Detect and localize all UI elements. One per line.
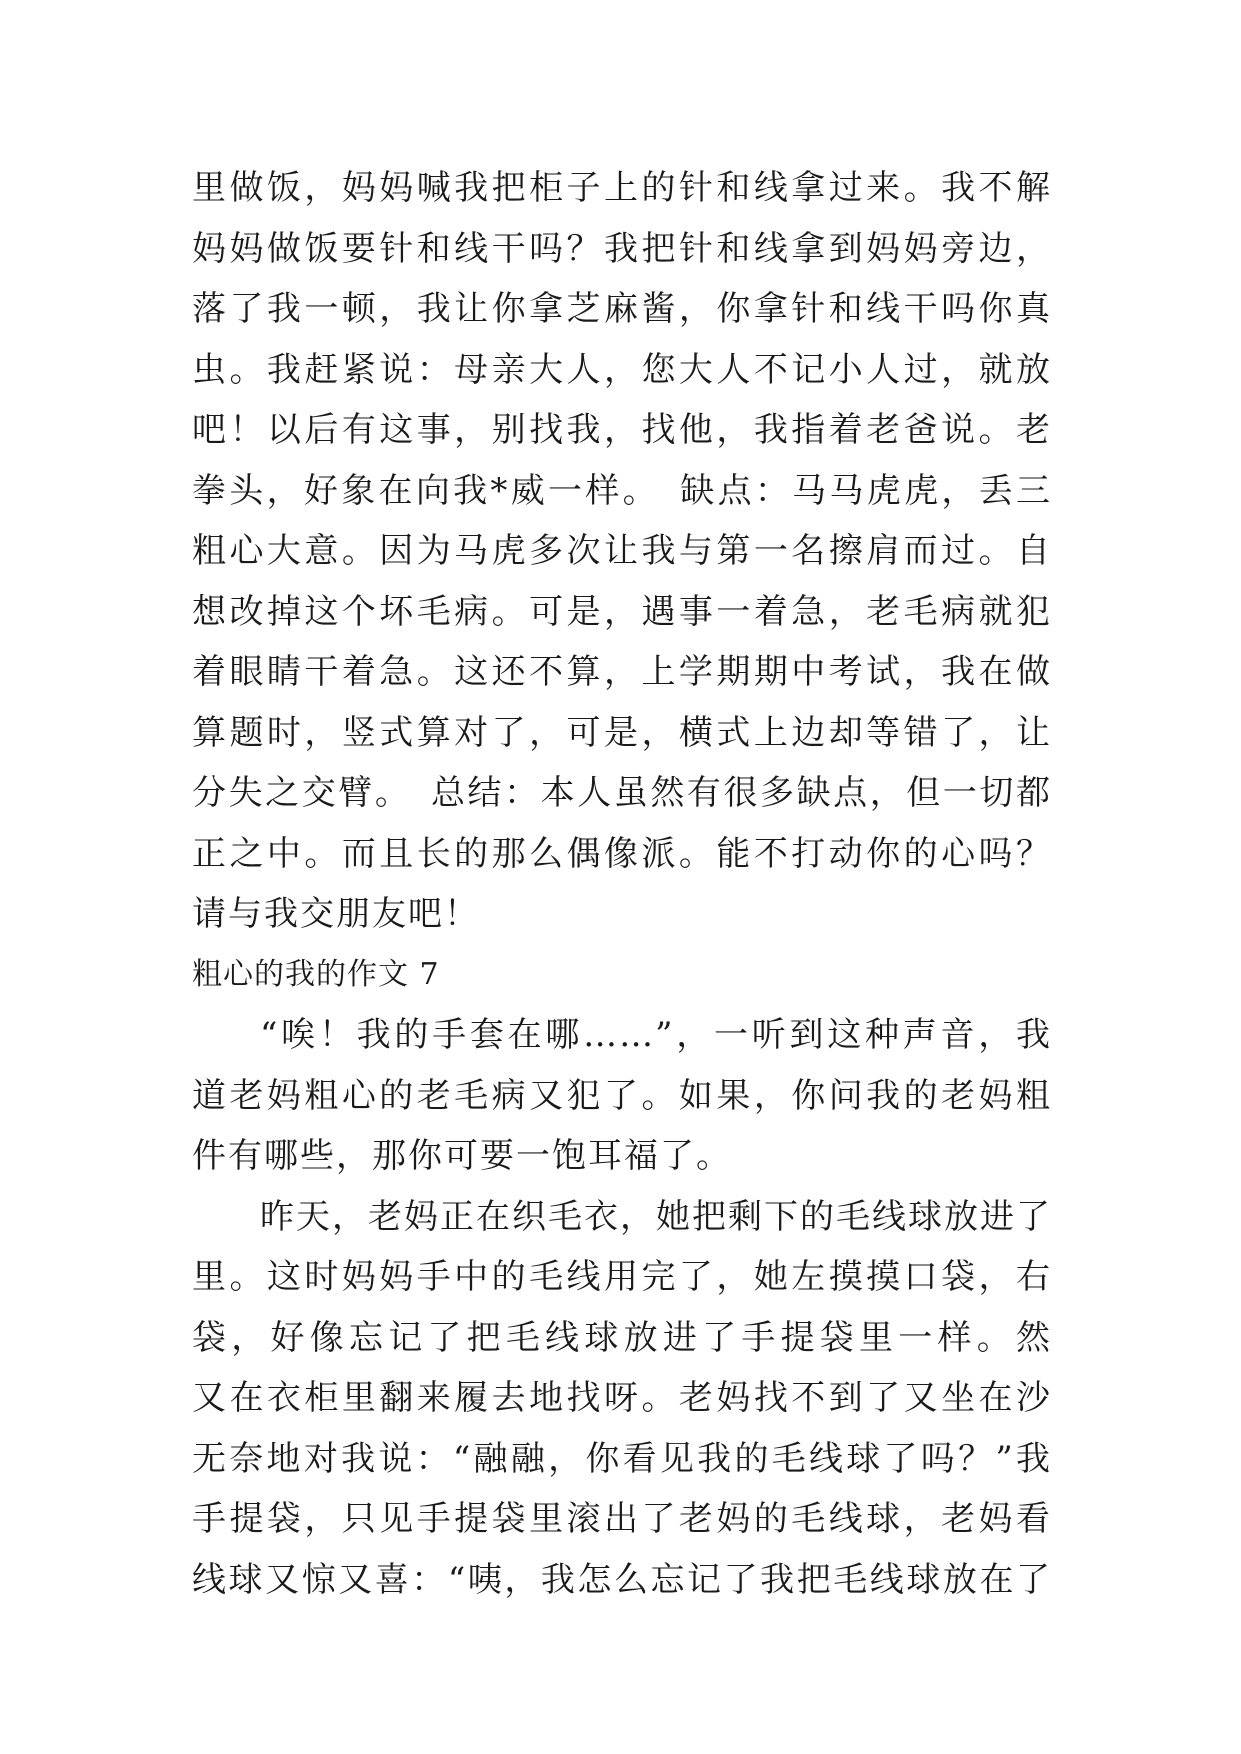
text-line: 又在衣柜里翻来履去地找呀。老妈找不到了又坐在沙 — [192, 1378, 1052, 1418]
text-line: 分失之交臂。 总结：本人虽然有很多缺点，但一切都 — [192, 773, 1052, 813]
text-line: 想改掉这个坏毛病。可是，遇事一着急，老毛病就犯 — [192, 591, 1052, 632]
text-line: 落了我一顿，我让你拿芝麻酱，你拿针和线干吗你真 — [192, 289, 1052, 329]
text-line: 袋，好像忘记了把毛线球放进了手提袋里一样。然 — [192, 1317, 1052, 1358]
paragraph-3 — [192, 1187, 1052, 1611]
text-line: 粗心大意。因为马虎多次让我与第一名擦肩而过。自 — [192, 531, 1052, 571]
text-line: “唉！我的手套在哪……”，一听到这种声音，我 — [260, 1015, 1052, 1055]
text-line: 手提袋，只见手提袋里滚出了老妈的毛线球，老妈看 — [192, 1499, 1052, 1539]
text-line: 算题时，竖式算对了，可是，横式上边却等错了，让 — [192, 712, 1052, 753]
text-line: 请与我交朋友吧！ — [192, 894, 480, 934]
text-line: 吧！以后有这事，别找我，找他，我指着老爸说。老 — [192, 410, 1052, 450]
text-line: 昨天，老妈正在织毛衣，她把剩下的毛线球放进了 — [260, 1196, 1052, 1237]
text-line: 虫。我赶紧说：母亲大人，您大人不记小人过，就放 — [192, 349, 1052, 390]
text-line: 里做饭，妈妈喊我把柜子上的针和线拿过来。我不解 — [192, 168, 1052, 208]
paragraph-2 — [192, 1005, 1052, 1187]
text-line: 道老妈粗心的老毛病又犯了。如果，你问我的老妈粗 — [192, 1075, 1052, 1116]
text-line: 正之中。而且长的那么偶像派。能不打动你的心吗？ — [192, 833, 1052, 874]
text-line: 拳头，好象在向我*威一样。 缺点：马马虎虎，丢三 — [192, 470, 1052, 511]
text-line: 里。这时妈妈手中的毛线用完了，她左摸摸口袋，右 — [192, 1257, 1052, 1297]
text-line: 妈妈做饭要针和线干吗？我把针和线拿到妈妈旁边， — [192, 228, 1052, 269]
document-page — [192, 158, 1052, 1610]
text-line: 着眼睛干着急。这还不算，上学期期中考试，我在做 — [192, 652, 1052, 692]
text-line: 件有哪些，那你可要一饱耳福了。 — [192, 1136, 732, 1176]
paragraph-1 — [192, 158, 1052, 945]
section-title: 粗心的我的作文 7 — [192, 956, 440, 992]
text-line: 无奈地对我说：“融融，你看见我的毛线球了吗？”我 — [192, 1438, 1052, 1479]
text-line: 线球又惊又喜：“咦，我怎么忘记了我把毛线球放在了 — [192, 1559, 1052, 1600]
